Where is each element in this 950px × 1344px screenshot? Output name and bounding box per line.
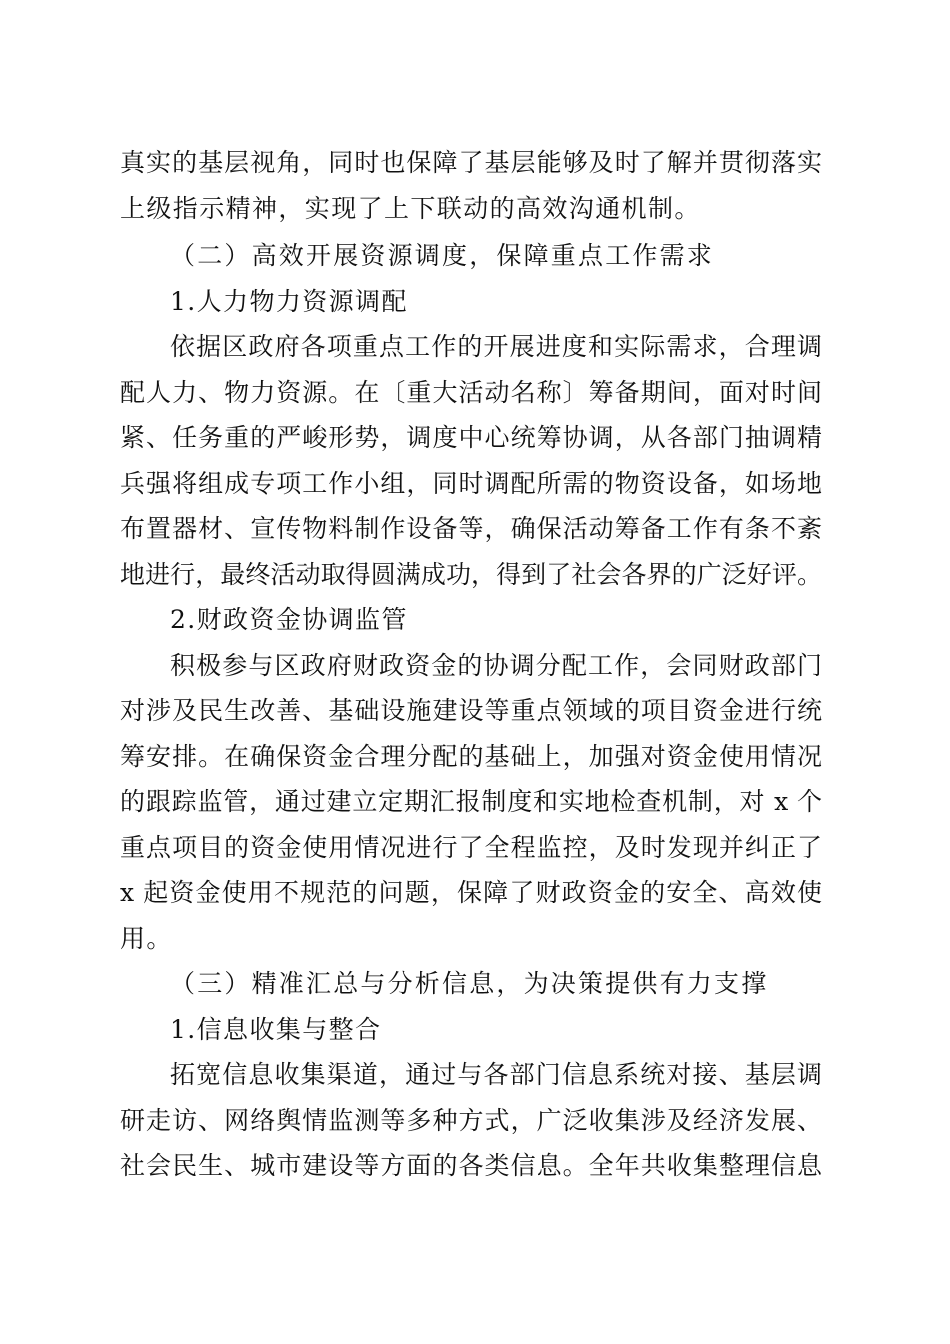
- paragraph-line: x 起资金使用不规范的问题，保障了财政资金的安全、高效使: [120, 878, 822, 907]
- paragraph-line: 依据区政府各项重点工作的开展进度和实际需求，合理调: [170, 332, 822, 361]
- paragraph-line: 重点项目的资金使用情况进行了全程监控，及时发现并纠正了: [120, 833, 822, 862]
- section-heading: （二）高效开展资源调度，保障重点工作需求: [170, 241, 715, 270]
- subsection-heading: 1.人力物力资源调配: [170, 287, 408, 316]
- subsection-heading: 1.信息收集与整合: [170, 1015, 382, 1044]
- paragraph-line: 上级指示精神，实现了上下联动的高效沟通机制。: [120, 194, 701, 223]
- paragraph-line: 兵强将组成专项工作小组，同时调配所需的物资设备，如场地: [120, 469, 822, 498]
- section-heading: （三）精准汇总与分析信息，为决策提供有力支撑: [170, 969, 769, 998]
- paragraph-line: 紧、任务重的严峻形势，调度中心统筹协调，从各部门抽调精: [120, 423, 822, 452]
- paragraph-line: 积极参与区政府财政资金的协调分配工作，会同财政部门: [170, 651, 822, 680]
- paragraph-line: 配人力、物力资源。在〔重大活动名称〕筹备期间，面对时间: [120, 378, 822, 407]
- paragraph-line: 拓宽信息收集渠道，通过与各部门信息系统对接、基层调: [170, 1060, 822, 1089]
- paragraph-line: 用。: [120, 924, 173, 953]
- paragraph-line: 布置器材、宣传物料制作设备等，确保活动筹备工作有条不紊: [120, 514, 822, 543]
- paragraph-line: 真实的基层视角，同时也保障了基层能够及时了解并贯彻落实: [120, 148, 822, 177]
- paragraph-line: 研走访、网络舆情监测等多种方式，广泛收集涉及经济发展、: [120, 1106, 822, 1135]
- paragraph-line: 筹安排。在确保资金合理分配的基础上，加强对资金使用情况: [120, 742, 822, 771]
- paragraph-line: 地进行，最终活动取得圆满成功，得到了社会各界的广泛好评。: [120, 560, 822, 589]
- paragraph-line: 对涉及民生改善、基础设施建设等重点领域的项目资金进行统: [120, 696, 822, 725]
- paragraph-line: 的跟踪监管，通过建立定期汇报制度和实地检查机制，对 x 个: [120, 787, 822, 816]
- paragraph-line: 社会民生、城市建设等方面的各类信息。全年共收集整理信息: [120, 1151, 822, 1180]
- subsection-heading: 2.财政资金协调监管: [170, 605, 408, 634]
